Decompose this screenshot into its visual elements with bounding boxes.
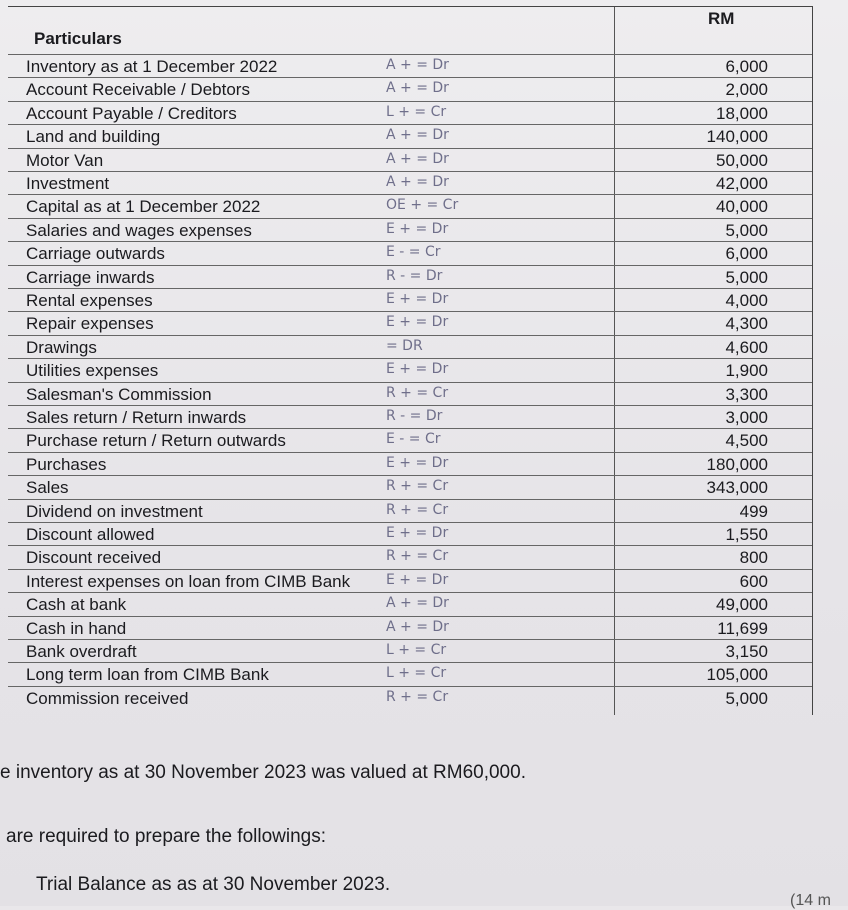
handwritten-note: E + = Dr	[386, 361, 449, 378]
handwritten-note: R + = Cr	[386, 478, 449, 495]
handwritten-note: L + = Cr	[386, 665, 447, 682]
row-amount: 180,000	[706, 454, 768, 474]
table-row	[8, 124, 812, 148]
table-row	[8, 382, 812, 406]
row-label: Purchases	[26, 454, 107, 474]
row-amount: 105,000	[706, 665, 768, 685]
table-row	[8, 101, 812, 125]
row-amount: 800	[739, 548, 768, 568]
table-row	[8, 265, 812, 289]
row-label: Inventory as at 1 December 2022	[26, 57, 278, 76]
row-amount: 4,500	[725, 431, 768, 451]
task-line: Trial Balance as as at 30 November 2023.	[36, 874, 391, 895]
row-label: Commission received	[26, 688, 189, 708]
handwritten-note: E + = Dr	[386, 454, 449, 471]
row-amount: 50,000	[716, 150, 768, 170]
marks-label: (14 m	[790, 892, 831, 909]
row-label: Discount allowed	[26, 525, 155, 544]
row-amount: 3,000	[725, 408, 768, 427]
table-row	[8, 77, 812, 101]
handwritten-note: R + = Cr	[386, 501, 449, 518]
handwritten-note: A + = Dr	[386, 57, 449, 73]
row-amount: 5,000	[725, 220, 768, 240]
handwritten-note: E - = Cr	[386, 244, 441, 261]
row-amount: 600	[739, 571, 768, 591]
row-label: Account Payable / Creditors	[26, 103, 237, 123]
row-label: Sales	[26, 478, 69, 498]
row-label: Sales return / Return inwards	[26, 408, 247, 427]
particulars-header: Particulars	[34, 29, 122, 48]
table-row	[8, 686, 812, 710]
table-row	[8, 54, 812, 78]
table-row	[8, 475, 812, 499]
row-label: Repair expenses	[26, 314, 154, 334]
row-label: Interest expenses on loan from CIMB Bank	[26, 571, 351, 591]
handwritten-note: E + = Dr	[386, 291, 449, 307]
row-amount: 4,600	[725, 337, 768, 357]
table-row	[8, 428, 812, 452]
row-label: Utilities expenses	[26, 361, 159, 381]
table-row	[8, 616, 812, 640]
table-row	[8, 592, 812, 616]
row-label: Capital as at 1 December 2022	[26, 197, 261, 217]
row-label: Salesman's Commission	[26, 384, 212, 404]
row-amount: 6,000	[725, 244, 768, 264]
handwritten-note: R - = Dr	[386, 267, 443, 284]
table-row	[8, 569, 812, 593]
row-amount: 6,000	[725, 57, 768, 76]
row-label: Discount received	[26, 548, 162, 568]
handwritten-note: E + = Dr	[386, 571, 449, 588]
row-amount: 4,300	[725, 314, 768, 334]
row-amount: 5,000	[725, 688, 768, 708]
row-label: Cash at bank	[26, 595, 127, 615]
row-label: Dividend on investment	[26, 501, 203, 521]
table-row	[8, 241, 812, 265]
row-label: Bank overdraft	[26, 642, 137, 661]
table-row	[8, 522, 812, 546]
table-row	[8, 499, 812, 523]
table-row	[8, 335, 812, 359]
handwritten-note: E + = Dr	[386, 314, 449, 331]
row-amount: 1,900	[725, 361, 768, 381]
handwritten-note: R + = Cr	[386, 688, 449, 705]
handwritten-note: OE + = Cr	[386, 197, 459, 214]
row-amount: 4,000	[725, 291, 768, 310]
handwritten-note: A + = Dr	[386, 174, 449, 190]
instructions-line: are required to prepare the followings:	[6, 826, 327, 847]
row-label: Rental expenses	[26, 291, 153, 310]
table-row	[8, 171, 812, 195]
handwritten-note: A + = Dr	[386, 618, 449, 635]
row-label: Carriage inwards	[26, 267, 155, 287]
inventory-note: e inventory as at 30 November 2023 was valued at RM60,000.	[0, 762, 526, 783]
table-row	[8, 405, 812, 429]
row-amount: 42,000	[716, 174, 768, 193]
table-row	[8, 148, 812, 172]
row-label: Carriage outwards	[26, 244, 165, 264]
row-amount: 1,550	[725, 525, 768, 544]
table-row	[8, 311, 812, 335]
handwritten-note: R + = Cr	[386, 384, 449, 401]
handwritten-note: L + = Cr	[386, 642, 447, 658]
row-label: Salaries and wages expenses	[26, 220, 252, 240]
row-label: Land and building	[26, 127, 161, 147]
handwritten-note: = DR	[386, 337, 423, 354]
handwritten-note: E + = Dr	[386, 525, 449, 541]
handwritten-note: A + = Dr	[386, 595, 449, 612]
handwritten-note: E - = Cr	[386, 431, 441, 448]
handwritten-note: A + = Dr	[386, 80, 449, 97]
handwritten-note: E + = Dr	[386, 220, 449, 237]
row-label: Cash in hand	[26, 618, 127, 638]
handwritten-note: A + = Dr	[386, 127, 449, 144]
row-amount: 140,000	[706, 127, 768, 147]
row-label: Motor Van	[26, 150, 104, 170]
row-amount: 343,000	[706, 478, 768, 498]
handwritten-note: L + = Cr	[386, 103, 447, 120]
row-label: Account Receivable / Debtors	[26, 80, 250, 100]
handwritten-note: R - = Dr	[386, 408, 443, 424]
table-row	[8, 545, 812, 569]
row-amount: 3,150	[725, 642, 768, 661]
row-label: Purchase return / Return outwards	[26, 431, 286, 451]
row-amount: 11,699	[717, 618, 768, 638]
table-row	[8, 452, 812, 476]
table-row	[8, 639, 812, 663]
row-label: Investment	[26, 174, 110, 193]
table-row	[8, 194, 812, 218]
trial-balance-table	[8, 6, 813, 715]
row-label: Long term loan from CIMB Bank	[26, 665, 269, 685]
row-amount: 2,000	[725, 80, 768, 100]
row-amount: 499	[739, 501, 768, 521]
row-amount: 49,000	[716, 595, 768, 615]
row-amount: 18,000	[716, 103, 768, 123]
currency-header: RM	[708, 9, 735, 28]
table-row	[8, 358, 812, 382]
table-row	[8, 662, 812, 686]
row-amount: 40,000	[716, 197, 768, 217]
handwritten-note: A + = Dr	[386, 150, 449, 167]
row-label: Drawings	[26, 337, 97, 357]
table-row	[8, 288, 812, 312]
table-row	[8, 218, 812, 242]
row-amount: 3,300	[725, 384, 768, 404]
handwritten-note: R + = Cr	[386, 548, 449, 565]
row-amount: 5,000	[725, 267, 768, 287]
